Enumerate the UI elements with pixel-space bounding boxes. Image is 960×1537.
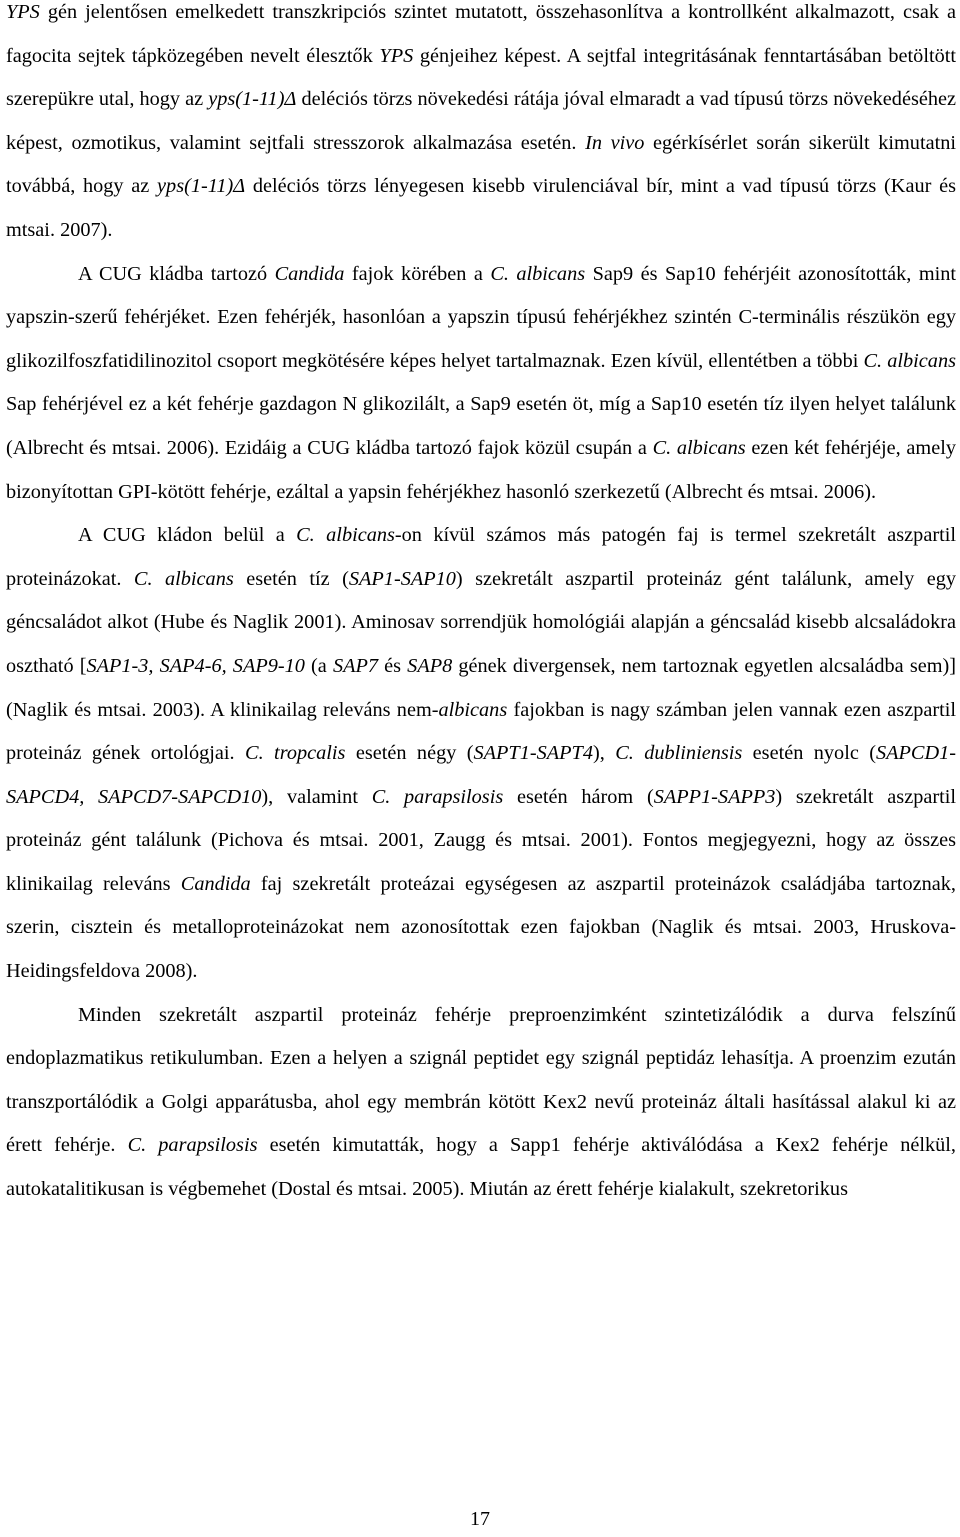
italic-term: C. parapsilosis	[371, 785, 504, 808]
italic-term: SAP1-3, SAP4-6, SAP9-10	[86, 654, 305, 677]
italic-term: C. albicans	[296, 524, 395, 547]
italic-term: yps(1-11)Δ	[157, 175, 246, 198]
italic-term: Candida	[180, 872, 251, 895]
text-run: -on kívül számos más patogén faj is termel szekretált aszpartil proteinázokat.	[6, 524, 956, 590]
italic-term: YPS	[6, 1, 40, 23]
italic-term: C. albicans	[490, 262, 586, 285]
italic-term: SAP8	[407, 654, 453, 677]
text-run: fajok körében a	[344, 262, 491, 285]
italic-term: SAP10	[400, 567, 456, 590]
text-run: esetén kimutatták, hogy a Sapp1 fehérje aktiválódása a Kex2 fehérje nélkül, autokatalitikusan is végbemehet (Dostal és mtsai. 2005). Miután az érett fehérje kialakult, szekretorikus	[6, 1134, 956, 1201]
paragraph-3	[6, 514, 956, 994]
text-run: ) szekretált aszpartil proteináz gént találunk, amely egy géncsaládot alkot (Hube és Naglik 2001). Aminosav sorrendjük homológiái alapján a géncsalád kisebb alcsaládokra osztható [	[6, 567, 956, 677]
italic-term: yps(1-11)Δ	[208, 88, 297, 111]
italic-term: SAPCD1	[876, 742, 950, 765]
text-run: gének divergensek, nem tartoznak egyetlen alcsaládba sem)] (Naglik és mtsai. 2003). A klinikailag releváns nem-	[6, 654, 956, 721]
italic-term: YPS	[379, 44, 414, 67]
text-run: -	[393, 567, 401, 590]
text-run: gén jelentősen emelkedett transzkripciós szintet mutatott, összehasonlítva a kontrollként alkalmazott, csak a fagocita sejtek tápközegében nevelt élesztők	[6, 1, 956, 67]
text-run: génjeihez képest. A sejtfal integritásának fenntartásában betöltött szerepükre utal, hogy az	[6, 44, 956, 111]
page-number: 17	[470, 1508, 490, 1530]
italic-term: SAP7	[332, 654, 378, 677]
italic-term: SAPT4	[536, 742, 593, 765]
text-run: ) szekretált aszpartil proteináz gént találunk (Pichova és mtsai. 2001, Zaugg és mtsai. 2001). Fontos megjegyezni, hogy az összes klinikailag releváns	[6, 785, 957, 895]
italic-term: SAPP1	[653, 785, 712, 808]
text-run: esetén nyolc (	[742, 742, 876, 765]
italic-term: C. albicans	[133, 567, 234, 590]
italic-term: C. dubliniensis	[615, 742, 743, 765]
text-run: esetén négy (	[345, 742, 474, 765]
text-run: -	[949, 742, 956, 765]
text-run: -	[171, 785, 179, 808]
document-page	[6, 0, 956, 1212]
text-run: és	[378, 654, 408, 677]
italic-term: In vivo	[585, 131, 645, 154]
text-run: fajokban is nagy számban jelen vannak ezen aszpartil proteináz gének ortológjai.	[6, 698, 957, 765]
italic-term: C. albicans	[652, 436, 746, 459]
text-run: egérkísérlet során sikerült kimutatni továbbá, hogy az	[6, 131, 956, 198]
italic-term: C. parapsilosis	[127, 1134, 258, 1157]
text-run: (a	[304, 654, 333, 677]
text-run: esetén három (	[503, 785, 654, 808]
text-run: A CUG kládba tartozó	[78, 262, 275, 285]
text-run: Sap9 és Sap10 fehérjéit azonosították, mint yapszin-szerű fehérjéket. Ezen fehérjék, hasonlóan a yapszin típusú fehérjékhez szintén C-terminális részükön egy glikozilfoszfatidilinozitol csoport megkötésére képes helyet tartalmaznak. Ezen kívül, ellentétben a többi	[6, 262, 957, 372]
text-run: -	[529, 742, 537, 765]
text-run: ), valamint	[261, 785, 372, 808]
text-run: ),	[592, 742, 616, 765]
italic-term: C. tropcalis	[245, 742, 346, 765]
text-run: Sap fehérjével ez a két fehérje gazdagon N glikozilált, a Sap9 esetén öt, míg a Sap10 esetén tíz ilyen helyet találunk (Albrecht és mtsai. 2006). Ezidáig a CUG kládba tartozó fajok közül csupán a	[6, 393, 956, 459]
paragraph-4	[6, 994, 956, 1212]
italic-term: SAPCD10	[178, 785, 262, 808]
italic-term: SAPT1	[473, 742, 530, 765]
italic-term: SAP1	[348, 567, 394, 590]
text-run: deléciós törzs lényegesen kisebb virulenciával bír, mint a vad típusú törzs (Kaur és mtsai. 2007).	[6, 175, 956, 241]
italic-term: C. albicans	[863, 349, 956, 372]
text-run: A CUG kládon belül a	[78, 524, 297, 547]
paragraph-1	[6, 0, 956, 253]
italic-term: Candida	[274, 262, 345, 285]
text-run: -	[711, 785, 718, 808]
paragraph-2	[6, 253, 956, 515]
italic-term: albicans	[438, 698, 508, 721]
italic-term: SAPCD4, SAPCD7	[6, 785, 172, 808]
text-run: esetén tíz (	[233, 567, 349, 590]
italic-term: SAPP3	[717, 785, 776, 808]
text-run: deléciós törzs növekedési rátája jóval elmaradt a vad típusú törzs növekedéséhez képest, ozmotikus, valamint sejtfali stresszorok alkalmazása esetén.	[6, 88, 956, 154]
text-run: Minden szekretált aszpartil proteináz fehérje preproenzimként szintetizálódik a durva felszínű endoplazmatikus retikulumban. Ezen a helyen a szignál peptidet egy szignál peptidáz lehasítja. A proenzim ezután transzportálódik a Golgi apparátusba, ahol egy membrán kötött Kex2 nevű proteináz általi hasítással alakul ki az érett fehérje.	[6, 1003, 956, 1157]
text-run: ezen két fehérjéje, amely bizonyítottan GPI-kötött fehérje, ezáltal a yapsin fehérjékhez hasonló szerkezetű (Albrecht és mtsai. 2006).	[6, 436, 956, 503]
text-run: faj szekretált proteázai egységesen az aszpartil proteinázok családjába tartoznak, szerin, cisztein és metalloproteinázokat nem azonosítottak ezen fajokban (Naglik és mtsai. 2003, Hruskova-Heidingsfeldova 2008).	[6, 872, 956, 983]
